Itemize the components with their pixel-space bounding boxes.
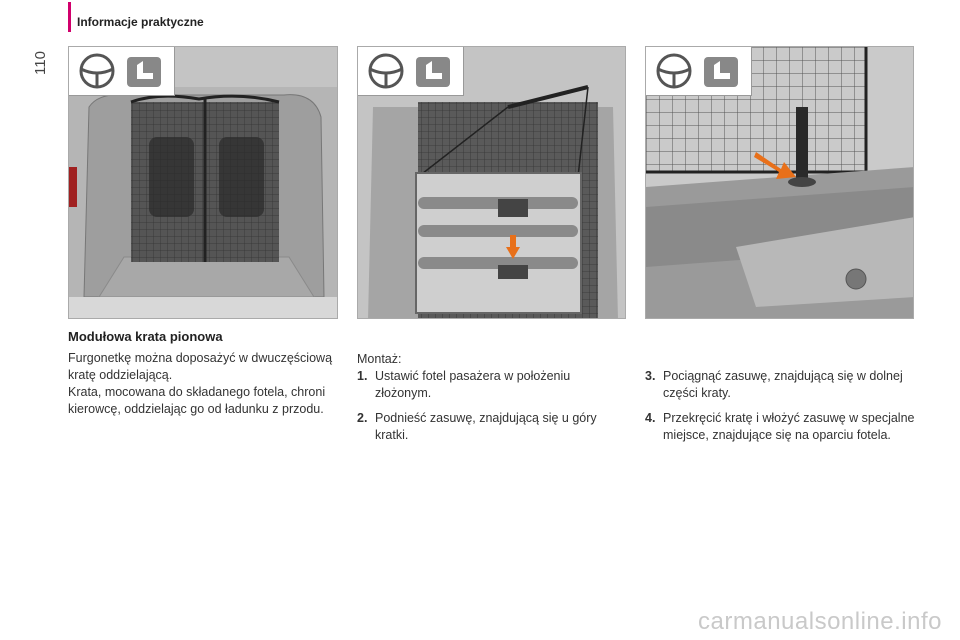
- figure-inset-icons: [69, 47, 175, 96]
- step-text: Przekręcić kratę i włożyć zasuwę w specjalne miejsce, znajdujące się na oparciu fotela.: [663, 411, 915, 442]
- step-number: 2.: [357, 411, 368, 425]
- assembly-step: [645, 410, 915, 444]
- assembly-label: Montaż:: [357, 352, 402, 366]
- step-text: Ustawić fotel pasażera w położeniu złożonym.: [375, 369, 571, 400]
- figure-inset-icons: [358, 47, 464, 96]
- step-number: 1.: [357, 369, 368, 383]
- section-title: Informacje praktyczne: [77, 15, 204, 29]
- steering-wheel-icon: [658, 55, 690, 87]
- intro-paragraph-2: Krata, mocowana do składanego fotela, chroni kierowcę, oddzielając go od ładunku z przodu.: [68, 385, 326, 416]
- section-accent-bar: [68, 2, 71, 32]
- intro-paragraph-1: Furgonetkę można doposażyć w dwuczęściową kratę oddzielającą.: [68, 351, 333, 382]
- assembly-step: [357, 368, 627, 402]
- steering-wheel-icon: [81, 55, 113, 87]
- step-number: 3.: [645, 369, 656, 383]
- assembly-step: [357, 410, 627, 444]
- intro-heading: Modułowa krata pionowa: [68, 329, 223, 344]
- assembly-steps-second: [645, 368, 915, 452]
- seat-icon: [416, 57, 450, 87]
- assembly-step: [645, 368, 915, 402]
- intro-text: [68, 350, 338, 418]
- step-text: Pociągnąć zasuwę, znajdującą się w dolnej części kraty.: [663, 369, 903, 400]
- seat-icon: [127, 57, 161, 87]
- step-number: 4.: [645, 411, 656, 425]
- step-text: Podnieść zasuwę, znajdującą się u góry kratki.: [375, 411, 597, 442]
- figure-grid-pivot-mount: [645, 46, 914, 319]
- figure-inset-icons: [646, 47, 752, 96]
- steering-wheel-icon: [370, 55, 402, 87]
- seat-icon: [704, 57, 738, 87]
- assembly-steps-first: [357, 351, 627, 452]
- figure-grid-latch-detail: [357, 46, 626, 319]
- page-number: 110: [31, 51, 49, 75]
- watermark-link[interactable]: carmanualsonline.info: [698, 608, 942, 635]
- figure-van-cargo-grid: [68, 46, 338, 319]
